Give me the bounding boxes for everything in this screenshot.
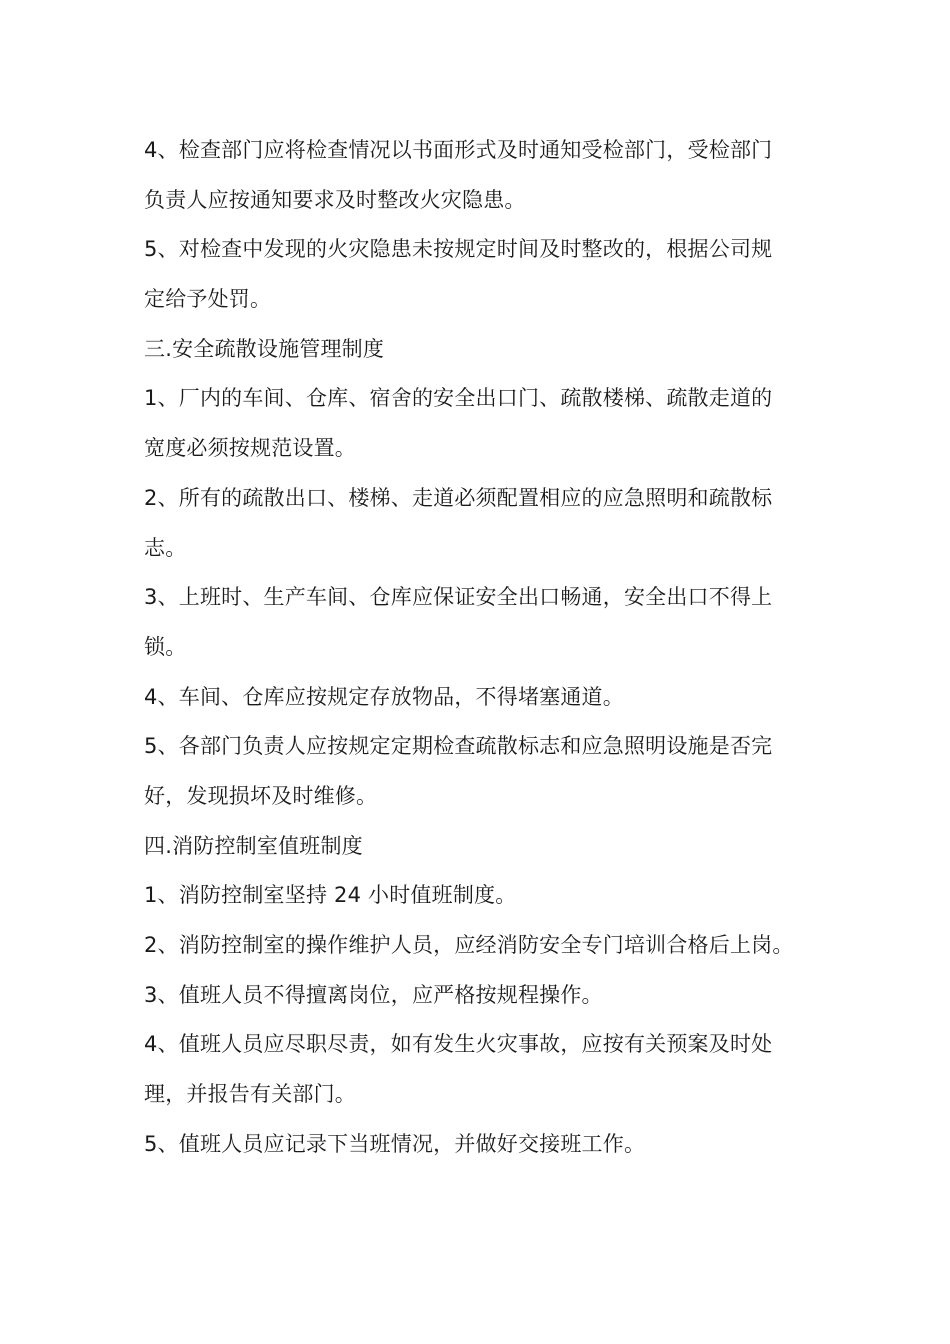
paragraph-line: 志。 (144, 535, 187, 560)
paragraph-line: 宽度必须按规范设置。 (144, 436, 356, 461)
paragraph-line: 2、消防控制室的操作维护人员，应经消防安全专门培训合格后上岗。 (144, 933, 794, 957)
paragraph-line: 1、厂内的车间、仓库、宿舍的安全出口门、疏散楼梯、疏散走道的 (144, 386, 773, 411)
section-heading: 三.安全疏散设施管理制度 (144, 336, 385, 361)
paragraph-line: 4、车间、仓库应按规定存放物品，不得堵塞通道。 (144, 684, 624, 709)
paragraph-line: 好，发现损坏及时维修。 (144, 783, 378, 808)
paragraph-line: 5、各部门负责人应按规定定期检查疏散标志和应急照明设施是否完 (144, 734, 773, 759)
paragraph-line: 3、值班人员不得擅离岗位，应严格按规程操作。 (144, 982, 603, 1007)
paragraph-line: 锁。 (144, 634, 187, 659)
paragraph-line: 5、值班人员应记录下当班情况，并做好交接班工作。 (144, 1131, 646, 1156)
paragraph-line: 定给予处罚。 (144, 287, 272, 312)
paragraph-line: 3、上班时、生产车间、仓库应保证安全出口畅通，安全出口不得上 (144, 585, 773, 610)
document-body (144, 126, 824, 1169)
paragraph-line: 5、对检查中发现的火灾隐患未按规定时间及时整改的，根据公司规 (144, 237, 773, 262)
paragraph-line: 负责人应按通知要求及时整改火灾隐患。 (144, 187, 526, 212)
paragraph-line: 4、检查部门应将检查情况以书面形式及时通知受检部门，受检部门 (144, 138, 773, 162)
paragraph-line: 理，并报告有关部门。 (144, 1082, 356, 1107)
paragraph-line: 2、所有的疏散出口、楼梯、走道必须配置相应的应急照明和疏散标 (144, 485, 773, 510)
paragraph-line: 1、消防控制室坚持 24 小时值班制度。 (144, 883, 517, 908)
section-heading: 四.消防控制室值班制度 (144, 833, 363, 858)
paragraph-line: 4、值班人员应尽职尽责，如有发生火灾事故，应按有关预案及时处 (144, 1032, 773, 1057)
